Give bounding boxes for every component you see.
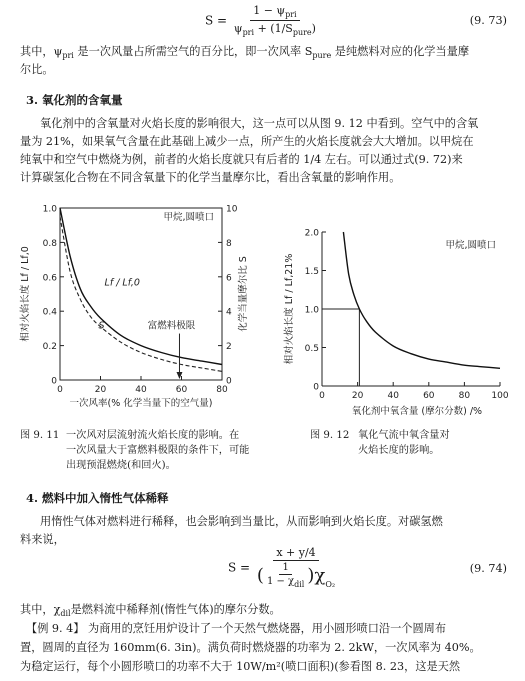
paragraph-2-line-1: 氧化剂中的含氧量对火焰长度的影响很大，这一点可以从图 9. 12 中看到。空气中的含氧 bbox=[40, 117, 479, 130]
figure-9-12-chart bbox=[276, 222, 516, 422]
fig911-x-tick-label: 20 bbox=[94, 385, 107, 395]
paragraph-2-line-2: 量为 21%，如果氧气含量在此基础上减少一点，所产生的火焰长度就会大大增加。以甲烷在 bbox=[20, 135, 474, 148]
fig911-legend: 甲烷,圆喷口 bbox=[163, 212, 214, 223]
fig912-x-tick-label: 80 bbox=[458, 391, 471, 401]
fig911-y-tick-label: 0 bbox=[51, 376, 57, 387]
eq973-fraction: $\frac{1 - \psi_{pri}}{\psi_{pri} + (1/S_{pure})}$ bbox=[233, 4, 316, 38]
fig912-x-tick-label: 20 bbox=[351, 391, 364, 401]
fig911-x-tick-label: 80 bbox=[216, 385, 228, 395]
eq974-fraction: x + y/4 ( $\frac{1}{1 - \chi_{dil}}$ )χ $_{O_2}$ bbox=[256, 546, 336, 589]
fig912-caption-number: 图 9. 12 bbox=[310, 430, 350, 441]
fig911-y-axis-label: 相对火焰长度 Lf / Lf,0 bbox=[20, 246, 31, 342]
fig911-curve-label-flame: Lf / Lf,0 bbox=[104, 277, 140, 289]
fig911-x-axis-label: 一次风率(% 化学当量下的空气量) bbox=[69, 398, 213, 409]
paragraph-2-line-4: 计算碳氢化合物在不同含氧量下的化学当量摩尔比，看出含氧量的影响作用。 bbox=[20, 171, 401, 184]
fig911-y-tick-label: 0.8 bbox=[42, 238, 57, 249]
fig911-plot-frame bbox=[60, 208, 222, 380]
paragraph-3-line-2: 料来说， bbox=[20, 533, 65, 546]
section-heading-3: 3. 氧化剂的含氧量 bbox=[26, 93, 123, 107]
eq973-number: (9. 73) bbox=[469, 14, 507, 27]
fig911-caption-line2: 一次风量大于富燃料极限的条件下，可能 bbox=[66, 445, 250, 456]
paragraph-4-line-1: 其中，$\chi_{dil}$是燃料流中稀释剂(惰性气体)的摩尔分数。 bbox=[20, 603, 281, 619]
fig911-y2-tick-label: 0 bbox=[226, 376, 232, 387]
fig911-y2-tick-label: 4 bbox=[226, 307, 232, 318]
paragraph-1-line-1: 其中，$\psi_{pri}$ 是一次风量占所需空气的百分比，即一次风率 $S_{pure}$ 是纯燃料对应的化学当量摩 bbox=[20, 45, 470, 61]
figure-9-11-chart bbox=[14, 196, 254, 424]
fig912-y-tick-label: 0 bbox=[313, 382, 319, 393]
fig911-x-tick-label: 60 bbox=[175, 385, 188, 395]
fig911-y-tick-label: 1.0 bbox=[42, 204, 57, 215]
fig911-curve-label-s: S bbox=[98, 320, 105, 332]
equation-9-74 bbox=[228, 546, 338, 589]
fig912-legend: 甲烷,圆喷口 bbox=[445, 240, 496, 251]
fig911-y-tick-label: 0.4 bbox=[42, 307, 57, 318]
fig911-y2-tick-label: 8 bbox=[226, 238, 232, 249]
eq974-number: (9. 74) bbox=[469, 562, 507, 575]
fig912-y-tick-label: 1.0 bbox=[304, 305, 319, 316]
paragraph-2-line-3: 纯氧中和空气中燃烧为例，前者的火焰长度就只有后者的 1/4 左右。可以通过式(9. 72)来 bbox=[20, 153, 463, 166]
fig912-y-tick-label: 0.5 bbox=[304, 344, 319, 354]
fig912-y-tick-label: 2.0 bbox=[304, 228, 319, 239]
paragraph-1-line-2: 尔比。 bbox=[20, 63, 54, 76]
fig912-x-tick-label: 60 bbox=[423, 391, 435, 401]
fig911-y-tick-label: 0.6 bbox=[42, 273, 57, 284]
fig912-x-tick-label: 0 bbox=[319, 391, 325, 401]
fig912-y-tick-label: 1.5 bbox=[304, 267, 319, 277]
fig912-series-flame-length bbox=[343, 232, 500, 368]
fig911-annotation-rich-limit: 富燃料极限 bbox=[147, 320, 196, 332]
fig911-x-tick-label: 0 bbox=[57, 385, 63, 395]
fig911-y2-tick-label: 10 bbox=[226, 204, 238, 215]
fig911-series-flame-length bbox=[60, 208, 222, 365]
equation-9-73 bbox=[205, 4, 319, 37]
fig911-y2-tick-label: 6 bbox=[226, 273, 232, 284]
fig911-caption-line1: 一次风对层流射流火焰长度的影响。在 bbox=[66, 430, 240, 441]
fig912-x-tick-label: 40 bbox=[387, 391, 399, 401]
figure-9-11-caption bbox=[20, 428, 260, 473]
fig911-caption-number: 图 9. 11 bbox=[20, 430, 60, 441]
figure-9-12-caption bbox=[310, 428, 518, 458]
fig912-caption-line2: 火焰长度的影响。 bbox=[358, 445, 440, 456]
eq973-lhs: S = bbox=[205, 13, 228, 28]
fig912-x-tick-label: 100 bbox=[491, 391, 509, 401]
fig911-y2-tick-label: 2 bbox=[226, 342, 232, 353]
paragraph-4-line-4: 为稳定运行，每个小圆形喷口的功率不大于 10W/m²(喷口面积)(参看图 8. 23，这是天然 bbox=[20, 660, 461, 673]
eq974-lhs: S = bbox=[228, 560, 251, 575]
fig911-y2-axis-label: 化学当量摩尔比 S bbox=[238, 256, 249, 332]
fig911-y-tick-label: 0.2 bbox=[42, 342, 57, 353]
paragraph-4-line-2: 【例 9. 4】 为商用的烹饪用炉设计了一个天然气燃烧器，用小圆形喷口沿一个圆周布 bbox=[26, 622, 447, 635]
fig912-caption-line1: 氧化气流中氧含量对 bbox=[358, 430, 450, 441]
fig911-caption-line3: 出现预混燃烧(和回火)。 bbox=[66, 460, 176, 471]
fig912-x-axis-label: 氧化剂中氧含量 (摩尔分数) /% bbox=[351, 406, 483, 417]
fig912-y-axis-label: 相对火焰长度 Lf / Lf,21% bbox=[284, 253, 295, 365]
paragraph-4-line-3: 置，圆周的直径为 160mm(6. 3in)。满负荷时燃烧器的功率为 2. 2kW，一次风率为 40%。 bbox=[20, 641, 481, 654]
section-heading-4: 4. 燃料中加入惰性气体稀释 bbox=[26, 491, 169, 505]
fig911-series-stoich-ratio bbox=[60, 217, 222, 372]
paragraph-3-line-1: 用惰性气体对燃料进行稀释，也会影响到当量比，从而影响到火焰长度。对碳氢燃 bbox=[40, 515, 443, 528]
fig911-x-tick-label: 40 bbox=[135, 385, 147, 395]
